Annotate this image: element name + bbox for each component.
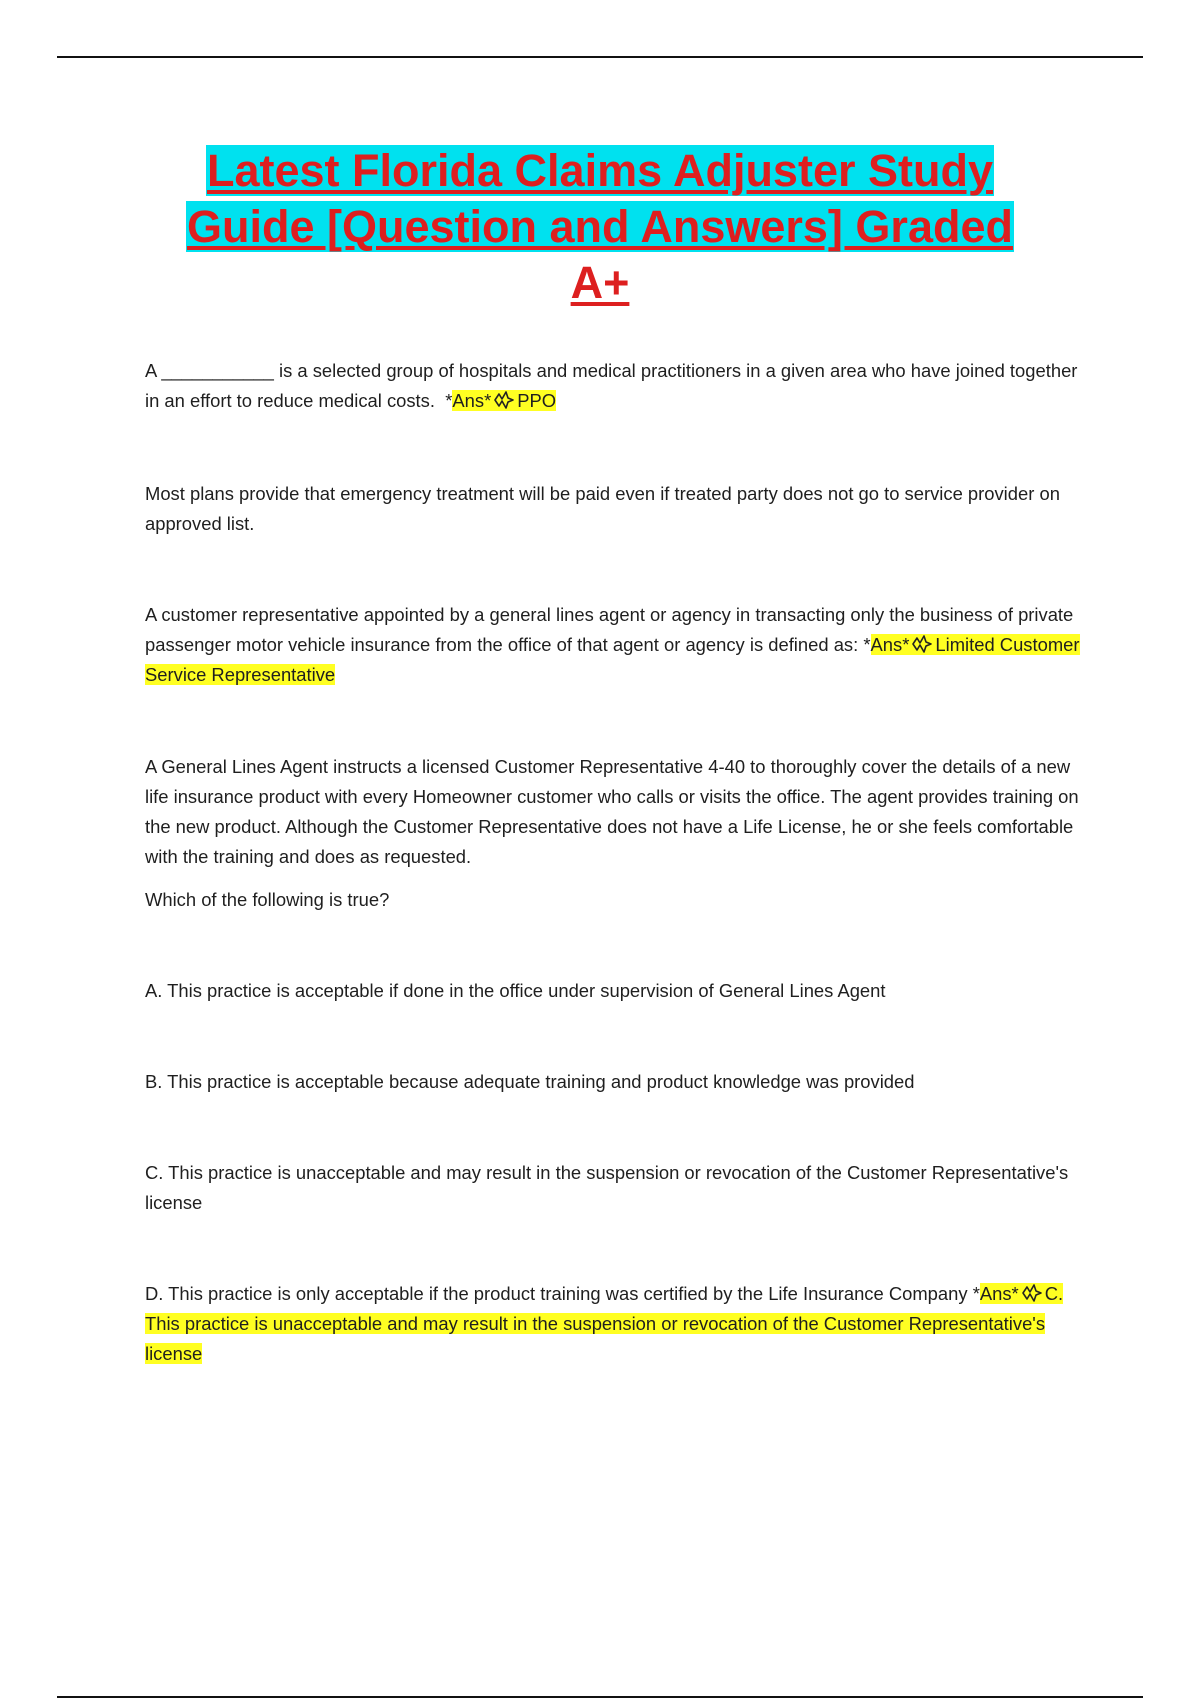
question-prompt: Which of the following is true? xyxy=(145,889,390,910)
question-text: A ___________ is a selected group of hospitals and medical practitioners in a given area who have joined together in an effort to reduce medical costs. xyxy=(145,360,1078,411)
qa-item-4-prompt xyxy=(145,885,1095,915)
answer-marker: Ans* xyxy=(979,1283,1019,1304)
answer-marker: Ans* xyxy=(870,634,910,655)
answer-arrow-icon xyxy=(911,634,933,654)
title-line-3: A+ xyxy=(570,257,630,308)
option-text: C. This practice is unacceptable and may result in the suspension or revocation of the Customer Representative's license xyxy=(145,1162,1069,1213)
option-text: B. This practice is acceptable because adequate training and product knowledge was provided xyxy=(145,1071,915,1092)
answer-prefix: * xyxy=(972,1283,980,1304)
question-text: A customer representative appointed by a general lines agent or agency in transacting only the business of private passenger motor vehicle insurance from the office of that agent or agency is defined as: xyxy=(145,604,1074,655)
bottom-rule xyxy=(57,1696,1143,1698)
option-a xyxy=(145,976,1095,1006)
qa-item-1 xyxy=(145,356,1095,416)
answer-arrow-icon xyxy=(1021,1283,1043,1303)
question-text: A General Lines Agent instructs a licensed Customer Representative 4-40 to thoroughly cover the details of a new life insurance product with every Homeowner customer who calls or visits the office. The agent provides training on the new product. Although the Customer Representative does not have a Life License, he or she feels comfortable with the training and does as requested. xyxy=(145,756,1079,867)
option-text: A. This practice is acceptable if done in the office under supervision of General Lines Agent xyxy=(145,980,886,1001)
qa-item-4-stem xyxy=(145,752,1095,872)
option-b xyxy=(145,1067,1095,1097)
document-title xyxy=(100,143,1100,311)
option-text: D. This practice is only acceptable if the product training was certified by the Life Insurance Company xyxy=(145,1283,968,1304)
option-c xyxy=(145,1158,1095,1218)
answer-arrow-icon xyxy=(493,390,515,410)
answer-prefix: * xyxy=(863,634,871,655)
qa-item-3 xyxy=(145,600,1095,690)
answer-text: Limited Customer Service Representative xyxy=(145,634,1080,685)
title-line-1: Latest Florida Claims Adjuster Study xyxy=(207,145,993,196)
title-line-2: Guide [Question and Answers] Graded xyxy=(187,201,1013,252)
answer-highlight xyxy=(452,390,556,411)
qa-item-2 xyxy=(145,479,1095,539)
note-text: Most plans provide that emergency treatment will be paid even if treated party does not go to service provider on approved list. xyxy=(145,483,1060,534)
answer-marker: Ans* xyxy=(452,390,492,411)
answer-text: C. This practice is unacceptable and may result in the suspension or revocation of the Customer Representative's license xyxy=(145,1283,1064,1364)
answer-prefix: * xyxy=(445,390,453,411)
answer-text: PPO xyxy=(517,390,557,411)
top-rule xyxy=(57,56,1143,58)
option-d xyxy=(145,1279,1095,1369)
